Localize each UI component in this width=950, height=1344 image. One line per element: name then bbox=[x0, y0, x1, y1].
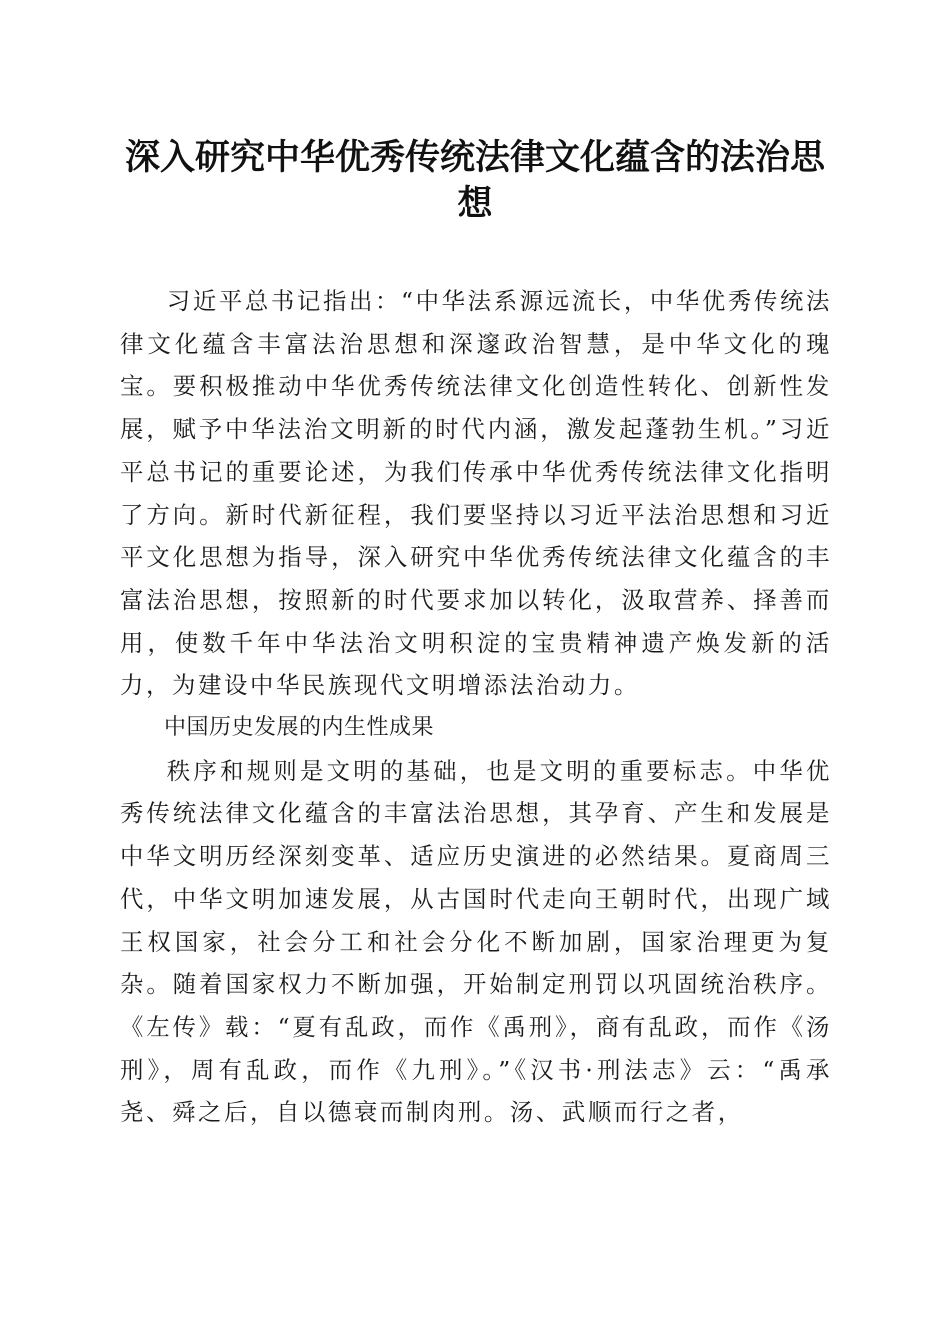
document-body bbox=[120, 280, 832, 1134]
section-paragraph: 秩序和规则是文明的基础，也是文明的重要标志。中华优秀传统法律文化蕴含的丰富法治思想，其孕育、产生和发展是中华文明历经深刻变革、适应历史演进的必然结果。夏商周三代，中华文明加速发展，从古国时代走向王朝时代，出现广域王权国家，社会分工和社会分化不断加剧，国家治理更为复杂。随着国家权力不断加强，开始制定刑罚以巩固统治秩序。《左传》载：“夏有乱政，而作《禹刑》，商有乱政，而作《汤刑》，周有乱政，而作《九刑》。”《汉书·刑法志》云：“禹承尧、舜之后，自以德衰而制肉刑。汤、武顺而行之者， bbox=[120, 756, 832, 1127]
document-title: 深入研究中华优秀传统法律文化蕴含的法治思想 bbox=[124, 137, 825, 224]
section-heading: 中国历史发展的内生性成果 bbox=[164, 715, 435, 741]
intro-paragraph: 习近平总书记指出：“中华法系源远流长，中华优秀传统法律文化蕴含丰富法治思想和深邃政治智慧，是中华文化的瑰宝。要积极推动中华优秀传统法律文化创造性转化、创新性发展，赋予中华法治文明新的时代内涵，激发起蓬勃生机。”习近平总书记的重要论述，为我们传承中华优秀传统法律文化指明了方向。新时代新征程，我们要坚持以习近平法治思想和习近平文化思想为指导，深入研究中华优秀传统法律文化蕴含的丰富法治思想，按照新的时代要求加以转化，汲取营养、择善而用，使数千年中华法治文明积淀的宝贵精神遗产焕发新的活力，为建设中华民族现代文明增添法治动力。 bbox=[120, 287, 832, 700]
